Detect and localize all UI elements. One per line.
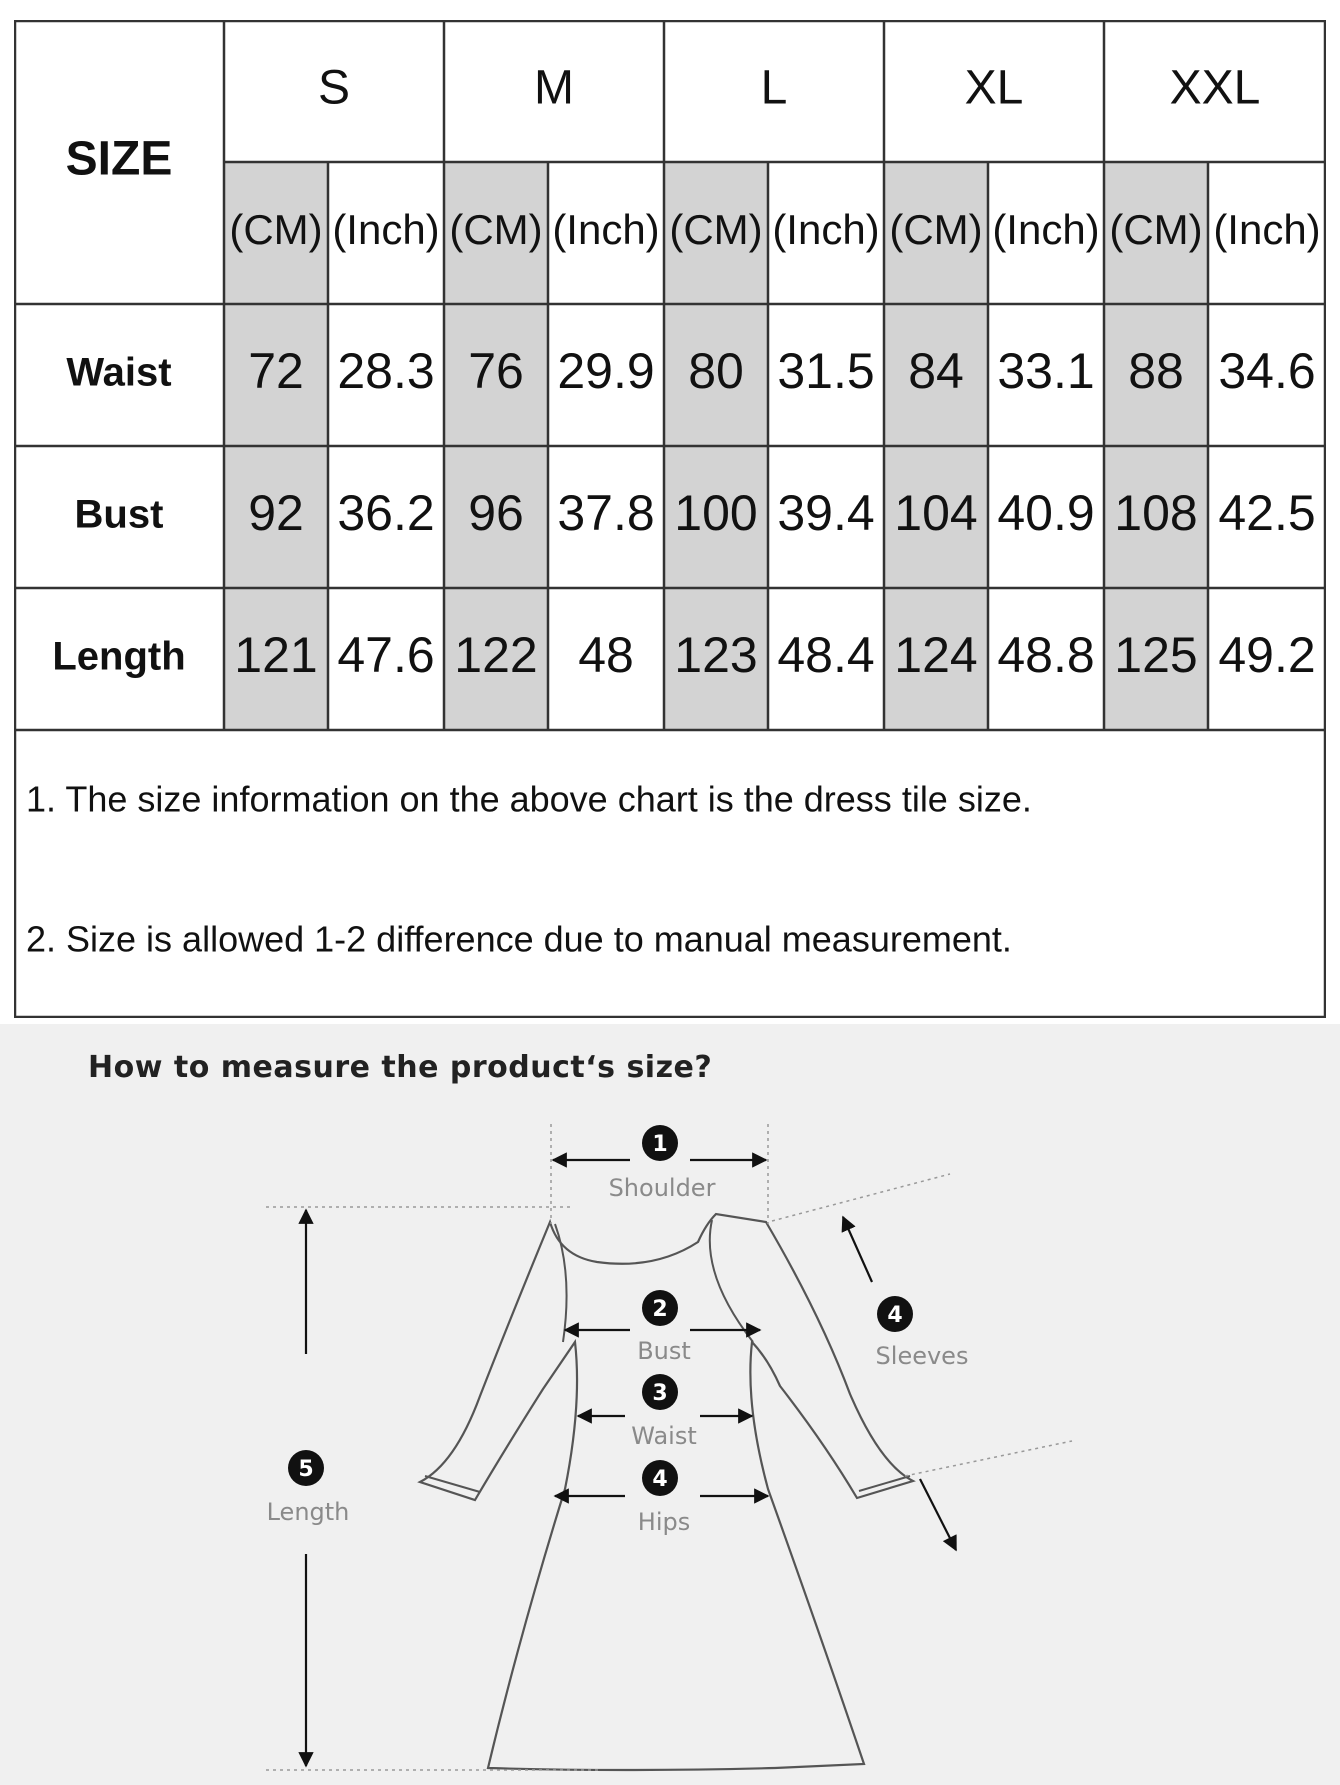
badge-sleeves	[877, 1296, 913, 1332]
cell-value: 122	[454, 627, 538, 684]
badge-number: 3	[652, 1381, 668, 1406]
size-header-m: M	[534, 61, 574, 115]
unit-inch-label: (Inch)	[992, 206, 1100, 254]
label-hips: Hips	[637, 1508, 691, 1536]
badge-number: 4	[887, 1303, 903, 1328]
cell-value: 33.1	[997, 343, 1095, 400]
size-note-1: 1. The size information on the above chart is the dress tile size.	[26, 778, 1032, 820]
label-waist: Waist	[631, 1422, 697, 1450]
cell-value: 123	[674, 627, 758, 684]
cell-value: 40.9	[997, 485, 1095, 542]
badge-length	[288, 1450, 324, 1486]
measure-title: How to measure the product‘s size?	[88, 1050, 713, 1085]
label-length: Length	[266, 1498, 350, 1526]
bodice-left-seam	[555, 1224, 567, 1342]
bodice-right-seam	[710, 1220, 753, 1342]
cell-value: 80	[688, 343, 744, 400]
unit-cm-label: (CM)	[449, 206, 543, 254]
badge-number: 5	[298, 1457, 314, 1482]
size-chart-table	[14, 20, 1326, 1018]
unit-cm-label: (CM)	[889, 206, 983, 254]
cell-value: 96	[468, 485, 524, 542]
cell-value: 121	[234, 627, 318, 684]
cell-value: 48	[578, 627, 634, 684]
badge-number: 2	[652, 1297, 668, 1322]
cell-value: 124	[894, 627, 978, 684]
size-header-l: L	[760, 61, 788, 115]
cell-value: 125	[1114, 627, 1198, 684]
cell-value: 100	[674, 485, 758, 542]
unit-inch-label: (Inch)	[772, 206, 880, 254]
badge-number: 4	[652, 1467, 668, 1492]
cell-value: 29.9	[557, 343, 655, 400]
unit-cm-label: (CM)	[1109, 206, 1203, 254]
cell-value: 39.4	[777, 485, 875, 542]
cell-value: 36.2	[337, 485, 435, 542]
badge-shoulder	[642, 1125, 678, 1161]
label-sleeves: Sleeves	[875, 1342, 969, 1370]
cell-value: 31.5	[777, 343, 875, 400]
size-note-2: 2. Size is allowed 1-2 difference due to manual measurement.	[26, 918, 1012, 960]
cell-value: 108	[1114, 485, 1198, 542]
cell-value: 88	[1128, 343, 1184, 400]
cell-value: 28.3	[337, 343, 435, 400]
cuff-left	[425, 1476, 480, 1492]
unit-cm-label: (CM)	[669, 206, 763, 254]
size-header-s: S	[317, 61, 351, 115]
row-label-bust: Bust	[74, 492, 164, 537]
cell-value: 76	[468, 343, 524, 400]
dress-measurement-diagram	[0, 1024, 1340, 1785]
size-header-xl: XL	[964, 61, 1024, 115]
cell-value: 48.8	[997, 627, 1095, 684]
unit-inch-label: (Inch)	[332, 206, 440, 254]
size-header-xxl: XXL	[1169, 61, 1261, 115]
cell-value: 92	[248, 485, 304, 542]
cell-value: 72	[248, 343, 304, 400]
unit-inch-label: (Inch)	[552, 206, 660, 254]
row-label-length: Length	[52, 634, 186, 679]
badge-waist	[642, 1374, 678, 1410]
cell-value: 34.6	[1218, 343, 1316, 400]
unit-inch-label: (Inch)	[1213, 206, 1321, 254]
cell-value: 47.6	[337, 627, 435, 684]
unit-cm-label: (CM)	[229, 206, 323, 254]
label-shoulder: Shoulder	[608, 1174, 716, 1202]
cell-value: 37.8	[557, 485, 655, 542]
badge-bust	[642, 1290, 678, 1326]
badge-hips	[642, 1460, 678, 1496]
measurement-arrows	[306, 1160, 956, 1766]
cell-value: 104	[894, 485, 978, 542]
badge-number: 1	[652, 1132, 668, 1157]
cell-value: 48.4	[777, 627, 875, 684]
row-label-waist: Waist	[66, 350, 172, 395]
size-corner-label: SIZE	[65, 132, 173, 186]
measure-section	[0, 1024, 1340, 1785]
cell-value: 84	[908, 343, 964, 400]
label-bust: Bust	[637, 1337, 691, 1365]
cell-value: 49.2	[1218, 627, 1316, 684]
cell-value: 42.5	[1218, 485, 1316, 542]
